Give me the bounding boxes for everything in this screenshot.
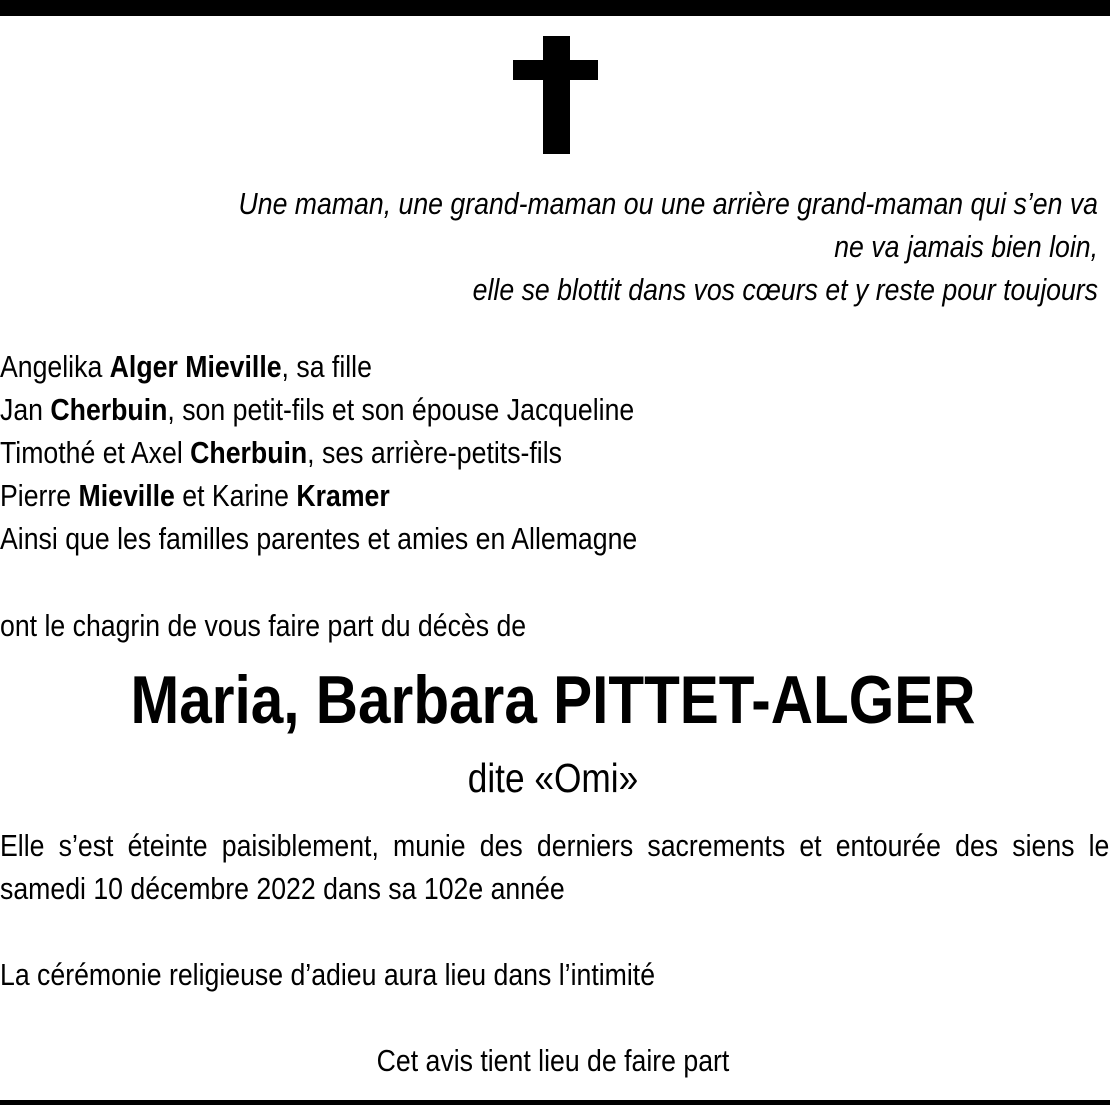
family-line-3: Timothé et Axel Cherbuin, ses arrière-petits-fils [0,435,562,470]
deceased-nickname: dite «Omi» [467,755,639,801]
family-line-1: Angelika Alger Mieville, sa fille [0,349,372,384]
bottom-border-rule [0,1100,1110,1105]
family-line-4: Pierre Mieville et Karine Kramer [0,478,390,513]
ceremony-text: La cérémonie religieuse d’adieu aura lieu dans l’intimité [0,957,656,992]
deceased-name: Maria, Barbara PITTET-ALGER [130,662,976,738]
family-surname: Cherbuin [190,435,308,470]
family-surname: Cherbuin [50,392,168,427]
death-description: Elle s’est éteinte paisiblement, munie des derniers sacrements et entourée des siens le samedi 10 décembre 2022 dans sa 102e année [0,828,1110,906]
family-list [0,345,637,560]
poem-line-2: ne va jamais bien loin, [834,229,1098,264]
cross-icon [513,36,598,154]
top-border-rule [0,0,1110,16]
poem-quote [195,182,1098,311]
family-surname: Mieville [78,478,175,513]
family-surname: Alger Mieville [109,349,282,384]
announcement-text: ont le chagrin de vous faire part du décès de [0,608,527,643]
poem-line-1: Une maman, une grand-maman ou une arrière grand-maman qui s’en va [238,186,1098,221]
family-line-2: Jan Cherbuin, son petit-fils et son épouse Jacqueline [0,392,635,427]
poem-line-3: elle se blottit dans vos cœurs et y reste pour toujours [472,272,1099,307]
family-surname: Kramer [296,478,390,513]
notice-text: Cet avis tient lieu de faire part [376,1043,730,1078]
family-line-5: Ainsi que les familles parentes et amies en Allemagne [0,521,638,556]
